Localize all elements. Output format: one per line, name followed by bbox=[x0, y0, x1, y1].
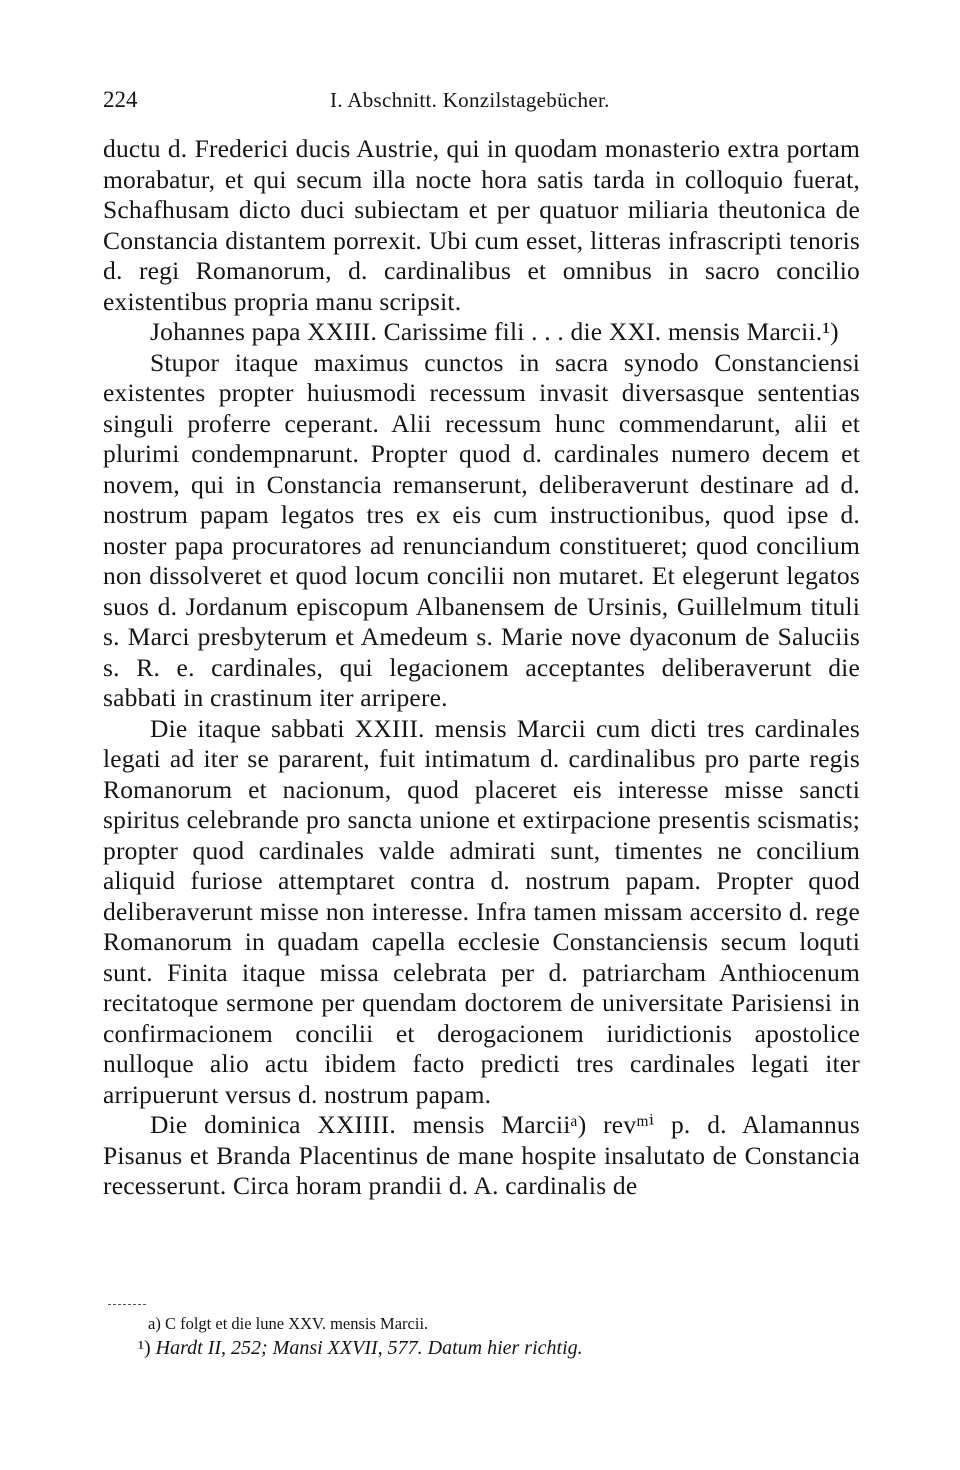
footnote-text: Hardt II, 252; Mansi XXVII, 577. Datum hier richtig. bbox=[155, 1337, 583, 1359]
paragraph: ductu d. Frederici ducis Austrie, qui in quodam monasterio extra portam morabatur, et qui secum illa nocte hora satis tarda in colloquio fuerat, Schafhusam dicto duci subiectam et per quatuor miliaria theutonica de Constancia distantem porrexit. Ubi cum esset, litteras infrascripti tenoris d. regi Romanorum, d. cardinalibus et omnibus in sacro concilio existentibus propria manu scripsit. bbox=[103, 134, 860, 316]
paragraph: Die dominica XXIIII. mensis Marciiᵃ) revᵐⁱ p. d. Alamannus Pisanus et Branda Placentinus de mane hospite insalutato de Constancia recesserunt. Circa horam prandii d. A. cardinalis de bbox=[103, 1110, 860, 1200]
paragraph: Stupor itaque maximus cunctos in sacra synodo Constanciensi existentes propter huiusmodi recessum invasit diversasque sententias singuli proferre ceperant. Alii recessum hunc commendarunt, alii et plurimi condempnarunt. Propter quod d. cardinales numero decem et novem, qui in Constancia remanserunt, deliberaverunt destinare ad d. nostrum papam legatos tres ex eis cum instructionibus, quod ipse d. noster papa procuratores ad renunciandum constitueret; quod concilium non dissolveret et quod locum concilii non mutaret. Et elegerunt legatos suos d. Jordanum episcopum Albanensem de Ursinis, Guillelmum tituli s. Marci presbyterum et Amedeum s. Marie nove dyaconum de Saluciis s. R. e. cardinales, qui legacionem acceptantes deliberaverunt die sabbati in crastinum iter arripere. bbox=[103, 347, 860, 712]
page-number: 224 bbox=[103, 87, 138, 112]
footnote-a bbox=[148, 1312, 848, 1336]
running-title: I. Abschnitt. Konzilstagebücher. bbox=[330, 88, 610, 112]
footnote-1 bbox=[138, 1336, 848, 1360]
paragraph: Die itaque sabbati XXIII. mensis Marcii cum dicti tres cardinales legati ad iter se pararent, fuit intimatum d. cardinalibus pro parte regis Romanorum et nacionum, quod placeret eis interesse misse sancti spiritus celebrande pro sancta unione et extirpacione presentis scismatis; propter quod cardinales valde admirati sunt, timentes ne concilium aliquid furiose attemptaret contra d. nostrum papam. Propter quod deliberaverunt misse non interesse. Infra tamen missam accersito d. rege Romanorum in quadam capella ecclesie Constanciensis secum loquti sunt. Finita itaque missa celebrata per d. patriarcham Anthiocenum recitatoque sermone per quendam doctorem de universitate Parisiensi in confirmacionem concilii et derogacionem iuridictionis apostolice nulloque alio actu ibidem facto predicti tres cardinales legati iter arripuerunt versus d. nostrum papam. bbox=[103, 713, 860, 1109]
footnote-marker: ¹) bbox=[138, 1337, 151, 1359]
body-text bbox=[103, 134, 860, 1202]
paragraph-letter-reference: Johannes papa XXIII. Carissime fili . . . die XXI. mensis Marcii.¹) bbox=[150, 317, 839, 346]
footnote-text: C folgt et die lune XXV. mensis Marcii. bbox=[164, 1314, 429, 1333]
footnotes bbox=[138, 1312, 848, 1360]
footnote-marker: a) bbox=[148, 1314, 161, 1333]
footnote-separator bbox=[108, 1304, 146, 1305]
page-header bbox=[103, 84, 860, 116]
